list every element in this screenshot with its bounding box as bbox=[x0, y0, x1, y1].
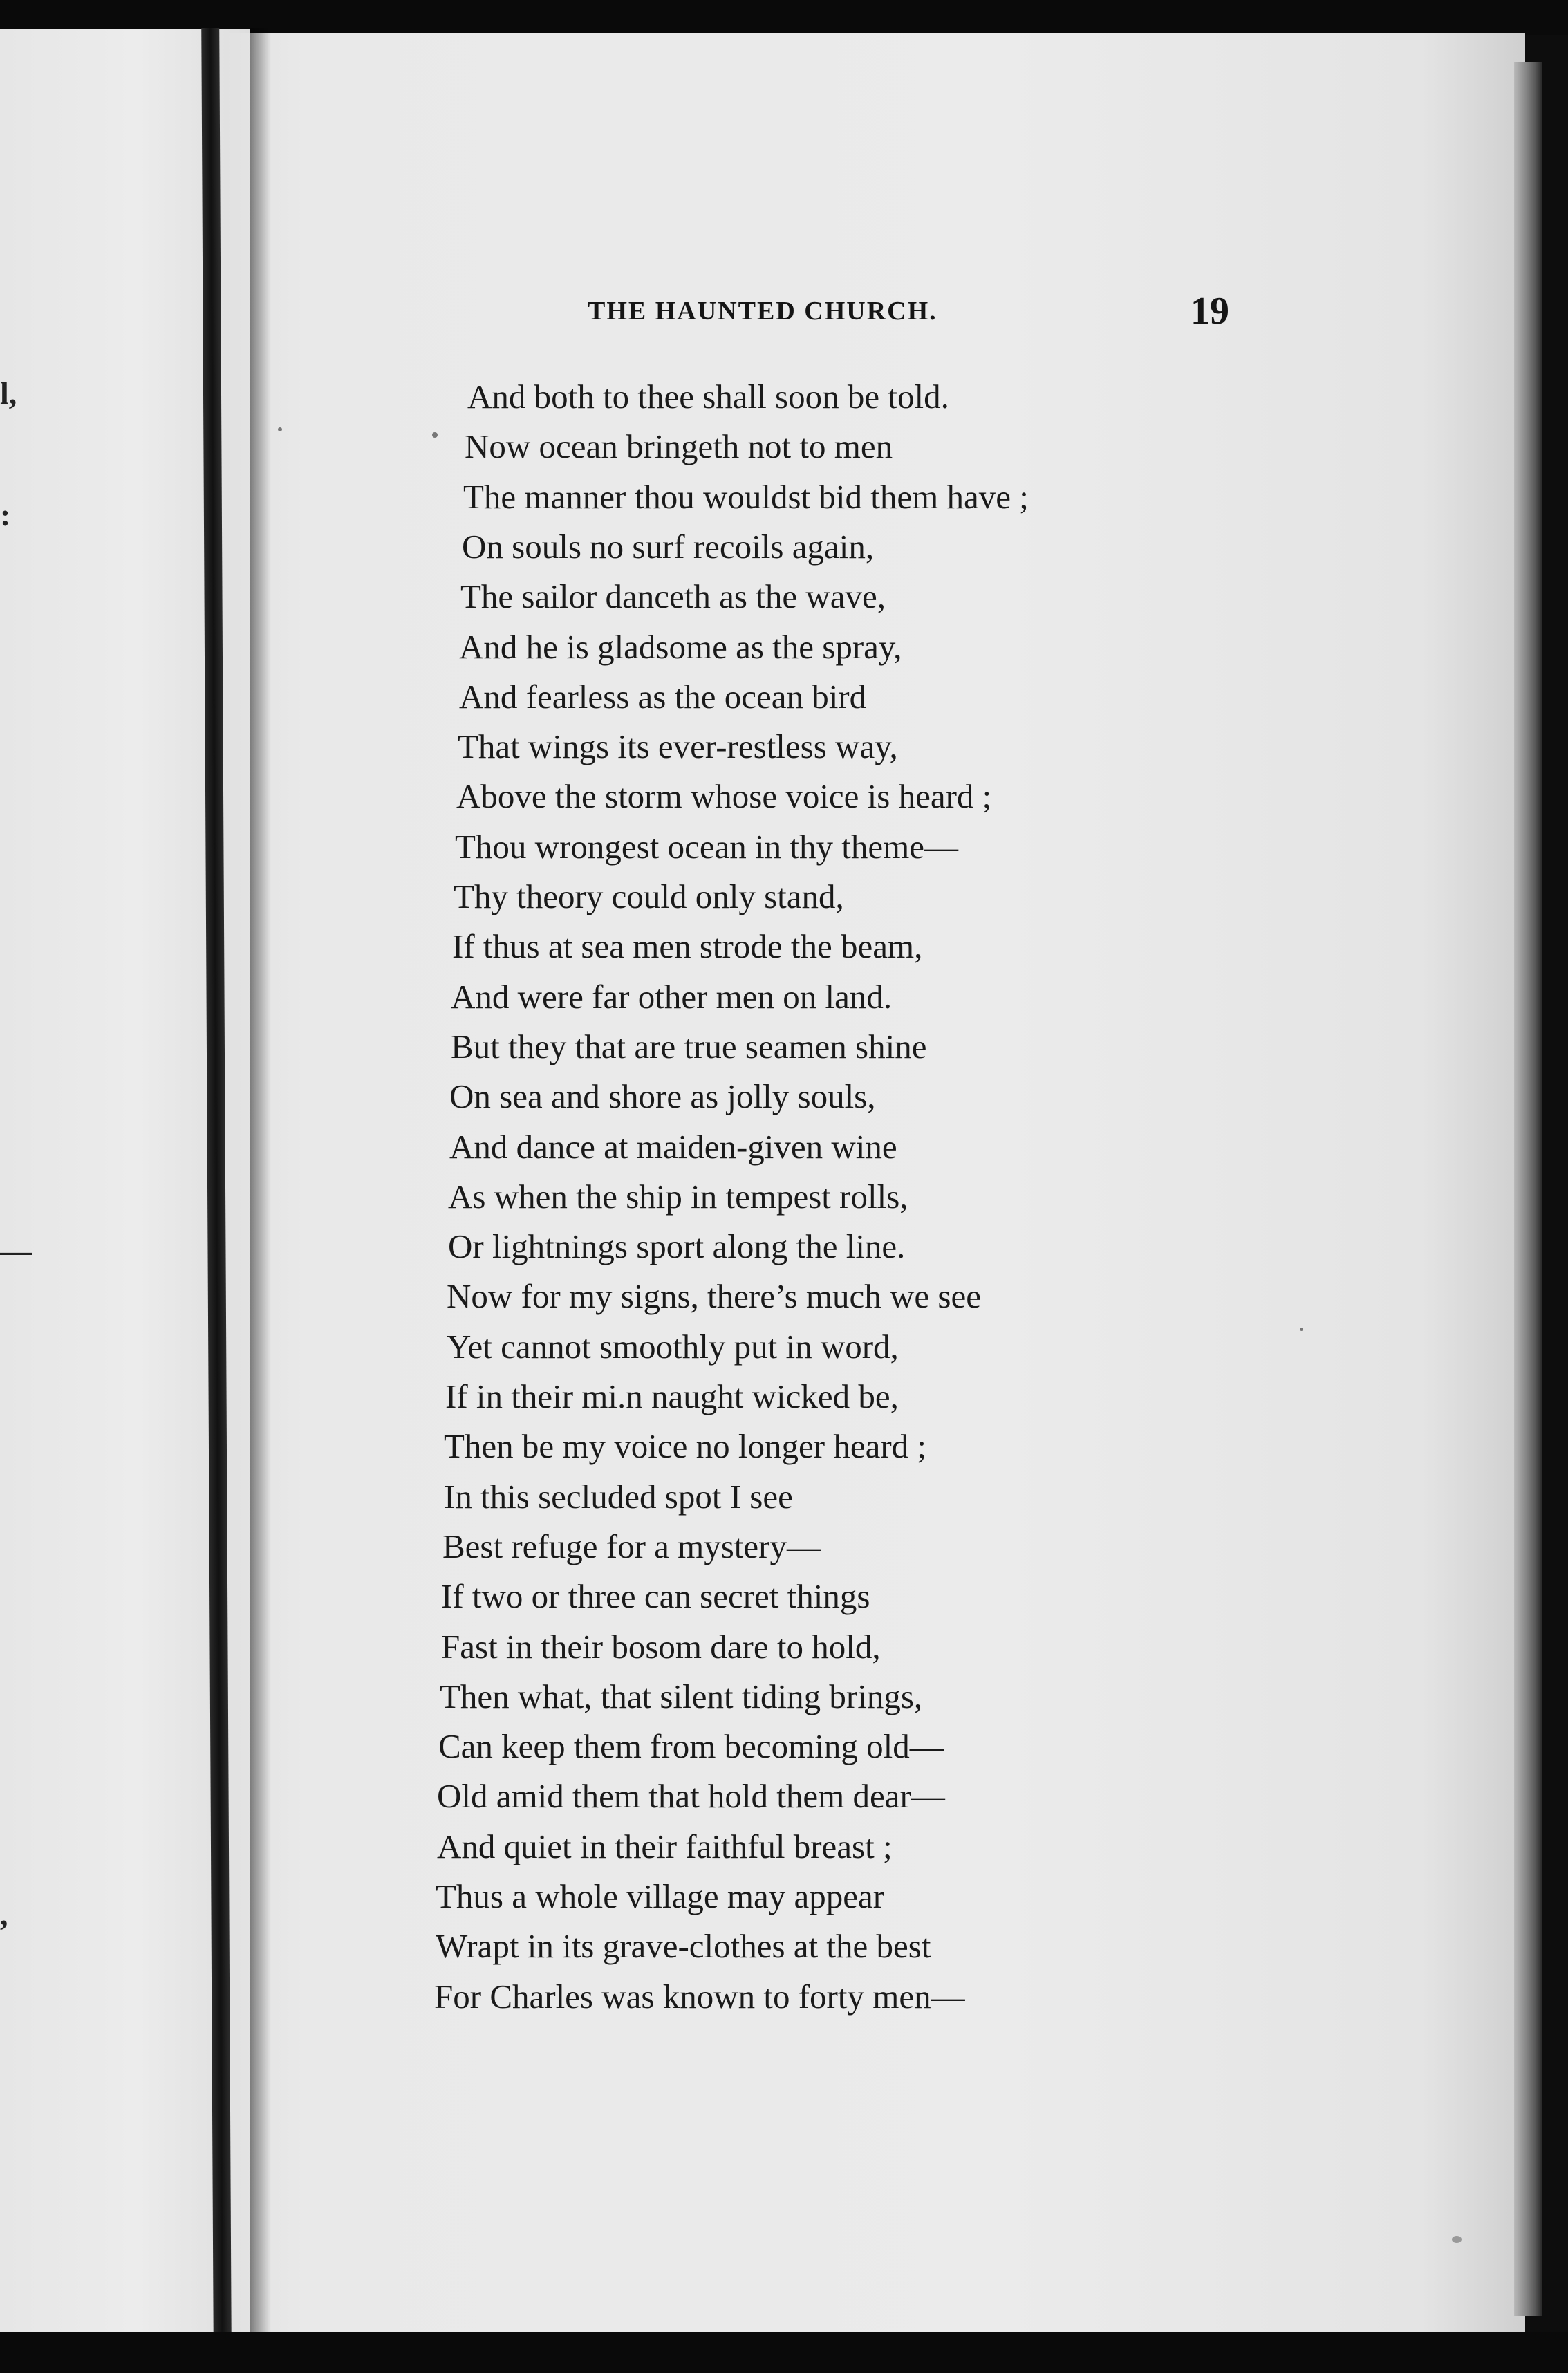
poem-line: And were far other men on land. bbox=[451, 978, 893, 1016]
page-edge-shadow bbox=[1514, 62, 1542, 2316]
scan-border-bottom bbox=[0, 2332, 1568, 2373]
poem-line: If thus at sea men strode the beam, bbox=[452, 927, 923, 965]
poem-line: If two or three can secret things bbox=[441, 1577, 870, 1615]
poem-line: And quiet in their faithful breast ; bbox=[437, 1827, 893, 1865]
poem-line: That wings its ever-restless way, bbox=[458, 727, 898, 765]
scan-speck bbox=[1452, 2236, 1462, 2243]
poem-line: Best refuge for a mystery— bbox=[442, 1527, 821, 1565]
poem-line: Thou wrongest ocean in thy theme— bbox=[455, 828, 959, 866]
poem-line: The sailor danceth as the wave, bbox=[460, 577, 886, 615]
poem-line: But they that are true seamen shine bbox=[451, 1027, 927, 1065]
poem-line: For Charles was known to forty men— bbox=[434, 1978, 965, 2016]
poem-line: And fearless as the ocean bird bbox=[459, 678, 867, 716]
poem-line: Thy theory could only stand, bbox=[454, 877, 844, 915]
page-number: 19 bbox=[1191, 290, 1229, 333]
poem-line: Now ocean bringeth not to men bbox=[465, 427, 893, 465]
poem-line: Now for my signs, there’s much we see bbox=[447, 1277, 981, 1315]
left-page-fragment: , bbox=[0, 1897, 8, 1932]
poem-line: And he is gladsome as the spray, bbox=[459, 628, 902, 666]
poem-line: Or lightnings sport along the line. bbox=[448, 1227, 906, 1265]
scan-speck bbox=[278, 427, 282, 431]
poem-line: Then be my voice no longer heard ; bbox=[444, 1427, 927, 1465]
poem-line: In this secluded spot I see bbox=[444, 1478, 793, 1516]
poem-line: And both to thee shall soon be told. bbox=[467, 378, 949, 416]
scan-speck bbox=[1300, 1328, 1303, 1331]
poem-line: Then what, that silent tiding brings, bbox=[440, 1677, 923, 1715]
left-page-fragment: — bbox=[0, 1233, 32, 1268]
poem-line: Wrapt in its grave-clothes at the best bbox=[436, 1927, 931, 1965]
running-head: THE HAUNTED CHURCH. bbox=[588, 297, 937, 326]
poem-line: Old amid them that hold them dear— bbox=[437, 1777, 945, 1815]
poem-line: Thus a whole village may appear bbox=[436, 1877, 885, 1915]
left-page-fragment: : bbox=[0, 497, 11, 532]
poem-line: Yet cannot smoothly put in word, bbox=[447, 1328, 899, 1366]
poem-line: The manner thou wouldst bid them have ; bbox=[463, 478, 1029, 516]
scan-speck bbox=[432, 432, 438, 438]
poem-line: And dance at maiden-given wine bbox=[449, 1128, 897, 1166]
poem-line: Above the storm whose voice is heard ; bbox=[456, 777, 992, 815]
poem-line: If in their mi.n naught wicked be, bbox=[445, 1377, 899, 1415]
poem-line: As when the ship in tempest rolls, bbox=[448, 1178, 908, 1216]
gutter-shadow bbox=[250, 28, 271, 2337]
poem-line: On souls no surf recoils again, bbox=[462, 528, 875, 566]
poem-line: On sea and shore as jolly souls, bbox=[449, 1077, 876, 1115]
left-page-fragment: l, bbox=[0, 375, 17, 411]
poem-line: Fast in their bosom dare to hold, bbox=[441, 1628, 881, 1666]
poem-line: Can keep them from becoming old— bbox=[438, 1727, 944, 1765]
